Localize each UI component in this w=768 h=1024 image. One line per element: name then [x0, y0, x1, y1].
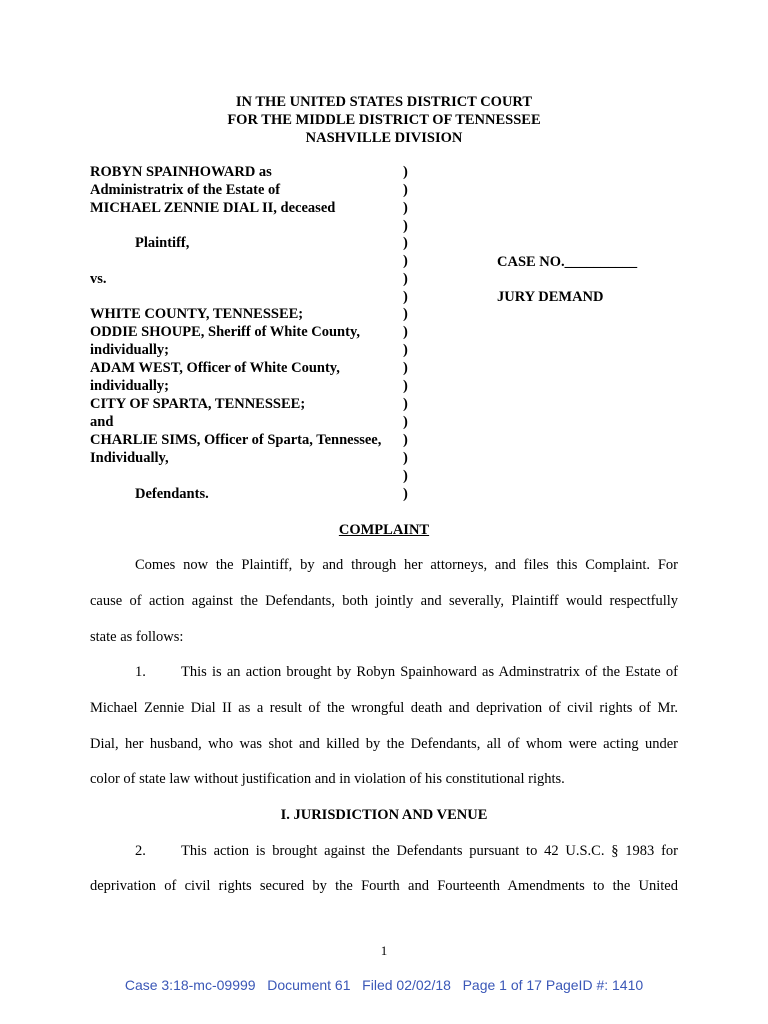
plaintiff-role: Plaintiff, — [135, 235, 190, 251]
body-text-line: color of state law without justification and in violation of his constitutional rights. — [90, 771, 565, 787]
defendant-line: CHARLIE SIMS, Officer of Sparta, Tennessee, — [90, 432, 382, 448]
caption-paren: ) — [403, 396, 408, 412]
caption-paren: ) — [403, 182, 408, 198]
defendant-line: individually; — [90, 342, 169, 358]
caption-paren: ) — [403, 218, 408, 234]
court-name-line: IN THE UNITED STATES DISTRICT COURT — [235, 94, 533, 110]
defendant-role: Defendants. — [135, 486, 209, 502]
caption-paren: ) — [403, 324, 408, 340]
defendant-line: and — [90, 414, 114, 430]
caption-paren: ) — [403, 414, 408, 430]
body-text-line: This action is brought against the Defendants pursuant to 42 U.S.C. § 1983 for — [181, 843, 678, 859]
body-text-line: deprivation of civil rights secured by the Fourth and Fourteenth Amendments to the United — [90, 878, 678, 894]
plaintiff-name-line: Administratrix of the Estate of — [90, 182, 281, 198]
caption-paren: ) — [403, 486, 408, 502]
page-number: 1 — [380, 943, 388, 958]
caption-paren: ) — [403, 271, 408, 287]
section-heading-jurisdiction: I. JURISDICTION AND VENUE — [280, 807, 488, 823]
caption-paren: ) — [403, 164, 408, 180]
court-division-line: NASHVILLE DIVISION — [305, 130, 463, 146]
caption-paren: ) — [403, 450, 408, 466]
paragraph-number: 2. — [135, 843, 146, 859]
plaintiff-name-line: MICHAEL ZENNIE DIAL II, deceased — [90, 200, 336, 216]
defendant-line: WHITE COUNTY, TENNESSEE; — [90, 306, 304, 322]
court-district-line: FOR THE MIDDLE DISTRICT OF TENNESSEE — [227, 112, 541, 128]
defendant-line: CITY OF SPARTA, TENNESSEE; — [90, 396, 306, 412]
body-text-line: Michael Zennie Dial II as a result of the wrongful death and deprivation of civil rights of Mr. — [90, 700, 678, 716]
caption-paren: ) — [403, 432, 408, 448]
body-text-line: state as follows: — [90, 629, 184, 645]
complaint-title: COMPLAINT — [338, 522, 430, 538]
versus-label: vs. — [90, 271, 107, 287]
defendant-line: individually; — [90, 378, 169, 394]
caption-paren: ) — [403, 253, 408, 269]
case-number-label: CASE NO.__________ — [497, 254, 638, 270]
caption-paren: ) — [403, 200, 408, 216]
caption-paren: ) — [403, 360, 408, 376]
caption-paren: ) — [403, 306, 408, 322]
paragraph-number: 1. — [135, 664, 146, 680]
caption-paren: ) — [403, 289, 408, 305]
defendant-line: ODDIE SHOUPE, Sheriff of White County, — [90, 324, 361, 340]
body-text-line: Dial, her husband, who was shot and killed by the Defendants, all of whom were acting under — [90, 736, 678, 752]
jury-demand-label: JURY DEMAND — [497, 289, 604, 305]
caption-paren: ) — [403, 235, 408, 251]
body-text-line: Comes now the Plaintiff, by and through her attorneys, and files this Complaint. For — [135, 557, 678, 573]
caption-paren: ) — [403, 378, 408, 394]
body-text-line: This is an action brought by Robyn Spainhoward as Adminstratrix of the Estate of — [181, 664, 678, 680]
defendant-line: Individually, — [90, 450, 169, 466]
defendant-line: ADAM WEST, Officer of White County, — [90, 360, 340, 376]
caption-paren: ) — [403, 468, 408, 484]
body-text-line: cause of action against the Defendants, both jointly and severally, Plaintiff would respectfully — [90, 593, 678, 609]
caption-paren: ) — [403, 342, 408, 358]
filing-stamp-footer: Case 3:18-mc-09999 Document 61 Filed 02/02/18 Page 1 of 17 PageID #: 1410 — [124, 977, 644, 993]
plaintiff-name-line: ROBYN SPAINHOWARD as — [90, 164, 272, 180]
